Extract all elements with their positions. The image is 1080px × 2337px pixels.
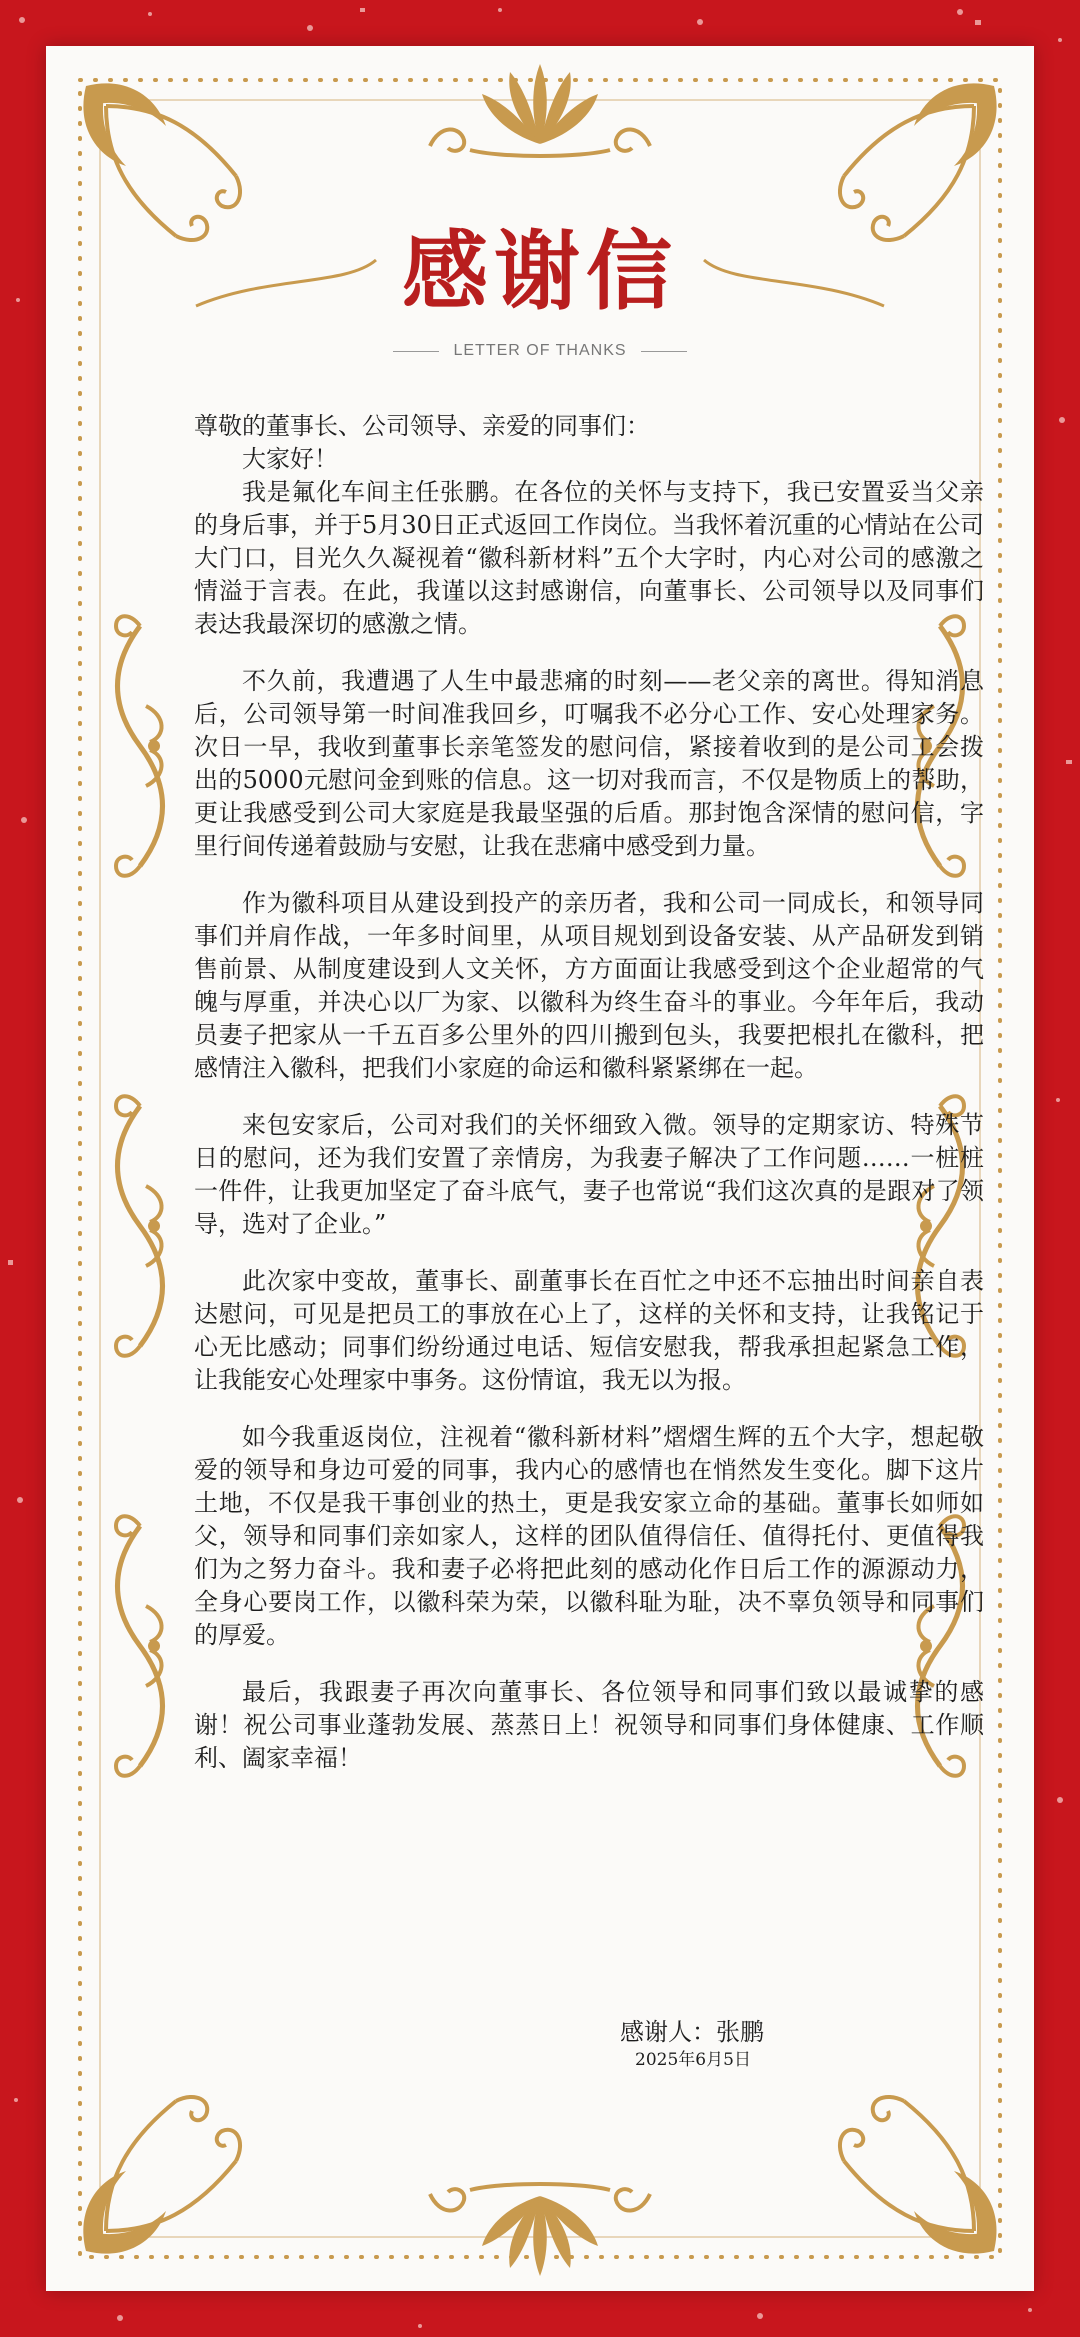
letter-date: 2025年6月5日 [635,2050,751,2070]
paragraph-7: 最后，我跟妻子再次向董事长、各位领导和同事们致以最诚挚的感谢！祝公司事业蓬勃发展、蒸蒸日上！祝领导和同事们身体健康、工作顺利、阖家幸福！ [194,1678,984,1772]
subtitle-divider-right [641,351,687,352]
signature: 感谢人：张鹏 [620,2018,764,2046]
paragraph-2: 不久前，我遭遇了人生中最悲痛的时刻——老父亲的离世。得知消息后，公司领导第一时间准我回乡，叮嘱我不必分心工作、安心处理家务。次日一早，我收到董事长亲笔签发的慰问信，紧接着收到的是公司工会拨出的5000元慰问金到账的信息。这一切对我而言，不仅是物质上的帮助，更让我感受到公司大家庭是我最坚强的后盾。那封饱含深情的慰问信，字里行间传递着鼓励与安慰，让我在悲痛中感受到力量。 [194,667,984,860]
paragraph-3: 作为徽科项目从建设到投产的亲历者，我和公司一同成长，和领导同事们并肩作战，一年多时间里，从项目规划到设备安装、从产品研发到销售前景、从制度建设到人文关怀，方方面面让我感受到这个企业超常的气魄与厚重，并决心以厂为家、以徽科为终生奋斗的事业。今年年后，我动员妻子把家从一千五百多公里外的四川搬到包头，我要把根扎在徽科，把感情注入徽科，把我们小家庭的命运和徽科紧紧绑在一起。 [194,889,984,1082]
letter-subtitle [46,342,1034,360]
paragraph-5: 此次家中变故，董事长、副董事长在百忙之中还不忘抽出时间亲自表达慰问，可见是把员工的事放在心上了，这样的关怀和支持，让我铭记于心无比感动；同事们纷纷通过电话、短信安慰我，帮我承担起紧急工作，让我能安心处理家中事务。这份情谊，我无以为报。 [194,1267,984,1394]
greeting-hello: 大家好！ [242,445,338,473]
subtitle-divider-left [393,351,439,352]
paragraph-1: 我是氟化车间主任张鹏。在各位的关怀与支持下，我已安置妥当父亲的身后事，并于5月30日正式返回工作岗位。当我怀着沉重的心情站在公司大门口，目光久久凝视着“徽科新材料”五个大字时，内心对公司的感激之情溢于言表。在此，我谨以这封感谢信，向董事长、公司领导以及同事们表达我最深切的感激之情。 [194,478,984,638]
paragraph-4: 来包安家后，公司对我们的关怀细致入微。领导的定期家访、特殊节日的慰问，还为我们安置了亲情房，为我妻子解决了工作问题……一桩桩一件件，让我更加坚定了奋斗底气，妻子也常说“我们这次真的是跟对了领导，选对了企业。” [194,1111,984,1238]
letter-paper [46,46,1034,2291]
salutation: 尊敬的董事长、公司领导、亲爱的同事们： [194,412,650,440]
letter-title: 感谢信 [402,222,678,322]
letter-body [194,410,984,1799]
paragraph-6: 如今我重返岗位，注视着“徽科新材料”熠熠生辉的五个大字，想起敬爱的领导和身边可爱的同事，我内心的感情也在悄然发生变化。脚下这片土地，不仅是我干事创业的热土，更是我安家立命的基础。董事长如师如父，领导和同事们亲如家人，这样的团队值得信任、值得托付、更值得我们为之努力奋斗。我和妻子必将把此刻的感动化作日后工作的源源动力，全身心要岗工作，以徽科荣为荣，以徽科耻为耻，决不辜负领导和同事们的厚爱。 [194,1423,984,1649]
subtitle-text: LETTER OF THANKS [453,342,627,359]
